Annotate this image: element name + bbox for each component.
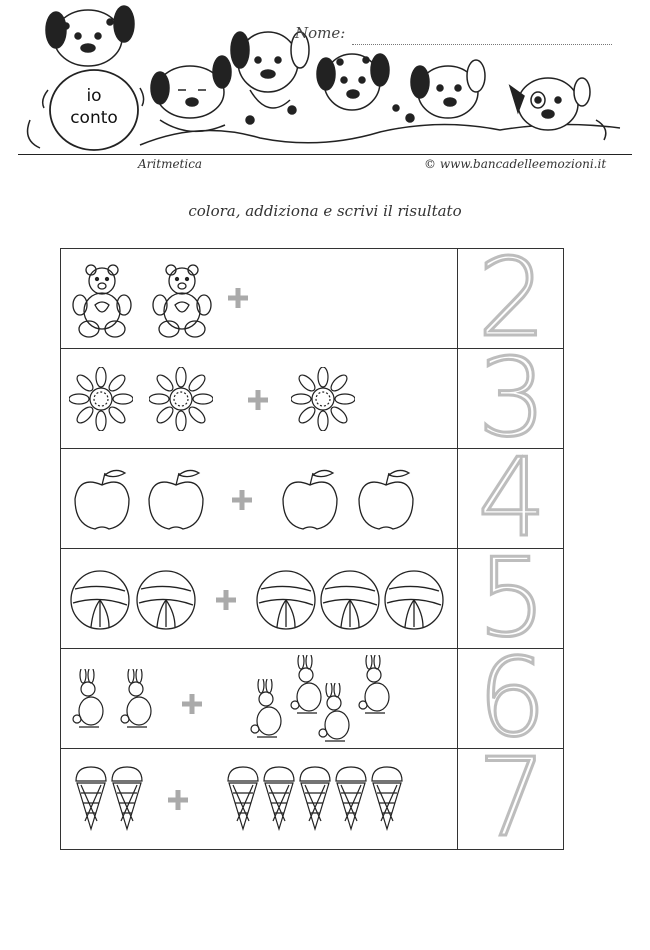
- answer-digit[interactable]: 6: [477, 636, 547, 761]
- teddy-bear-icon: [147, 261, 217, 339]
- answer-digit[interactable]: 4: [477, 436, 547, 561]
- ice-cream-cone-icon: [225, 765, 261, 831]
- sunflower-icon: [149, 367, 213, 431]
- worksheet-header: [0, 0, 650, 180]
- exercise-grid: [60, 236, 564, 861]
- exercise-row-2: [61, 336, 563, 461]
- bunny-icon: [249, 679, 289, 741]
- ice-cream-cone-icon: [109, 765, 145, 831]
- sunflower-icon: [291, 367, 355, 431]
- answer-digit[interactable]: 3: [477, 336, 547, 461]
- badge-line-io: io: [86, 86, 102, 106]
- bunny-icon: [71, 669, 111, 731]
- answer-digit[interactable]: 2: [477, 236, 547, 361]
- ice-cream-cone-icon: [297, 765, 333, 831]
- volleyball-icon: [383, 569, 445, 631]
- instructions: colora, addiziona e scrivi il risultato: [188, 202, 462, 220]
- badge-line-conto: conto: [70, 108, 118, 128]
- ice-cream-cone-icon: [261, 765, 297, 831]
- name-label: Nome:: [295, 24, 346, 42]
- plus-icon: [231, 489, 253, 511]
- apple-icon: [353, 467, 419, 533]
- plus-icon: [181, 693, 203, 715]
- sunflower-icon: [69, 367, 133, 431]
- name-field[interactable]: [352, 44, 612, 45]
- exercise-row-3: [61, 436, 563, 561]
- ice-cream-cone-icon: [369, 765, 405, 831]
- exercise-row-6: [61, 736, 563, 861]
- answer-digit[interactable]: 5: [477, 536, 547, 661]
- exercise-row-4: [61, 536, 563, 661]
- volleyball-icon: [69, 569, 131, 631]
- ice-cream-cone-icon: [73, 765, 109, 831]
- apple-icon: [69, 467, 135, 533]
- volleyball-icon: [135, 569, 197, 631]
- copyright-text: © www.bancadelleemozioni.it: [424, 157, 607, 171]
- plus-icon: [247, 389, 269, 411]
- plus-icon: [167, 789, 189, 811]
- bunny-icon: [357, 655, 397, 717]
- answer-digit[interactable]: 7: [477, 736, 547, 861]
- volleyball-icon: [319, 569, 381, 631]
- bunny-icon: [317, 683, 357, 745]
- teddy-bear-icon: [67, 261, 137, 339]
- plus-icon: [227, 287, 249, 309]
- volleyball-icon: [255, 569, 317, 631]
- exercise-row-1: [61, 236, 563, 361]
- ice-cream-cone-icon: [333, 765, 369, 831]
- header-rule: [18, 154, 632, 155]
- apple-icon: [143, 467, 209, 533]
- bunny-icon: [119, 669, 159, 731]
- apple-icon: [277, 467, 343, 533]
- plus-icon: [215, 589, 237, 611]
- exercise-row-5: [61, 636, 563, 761]
- subject-label: Aritmetica: [138, 157, 203, 171]
